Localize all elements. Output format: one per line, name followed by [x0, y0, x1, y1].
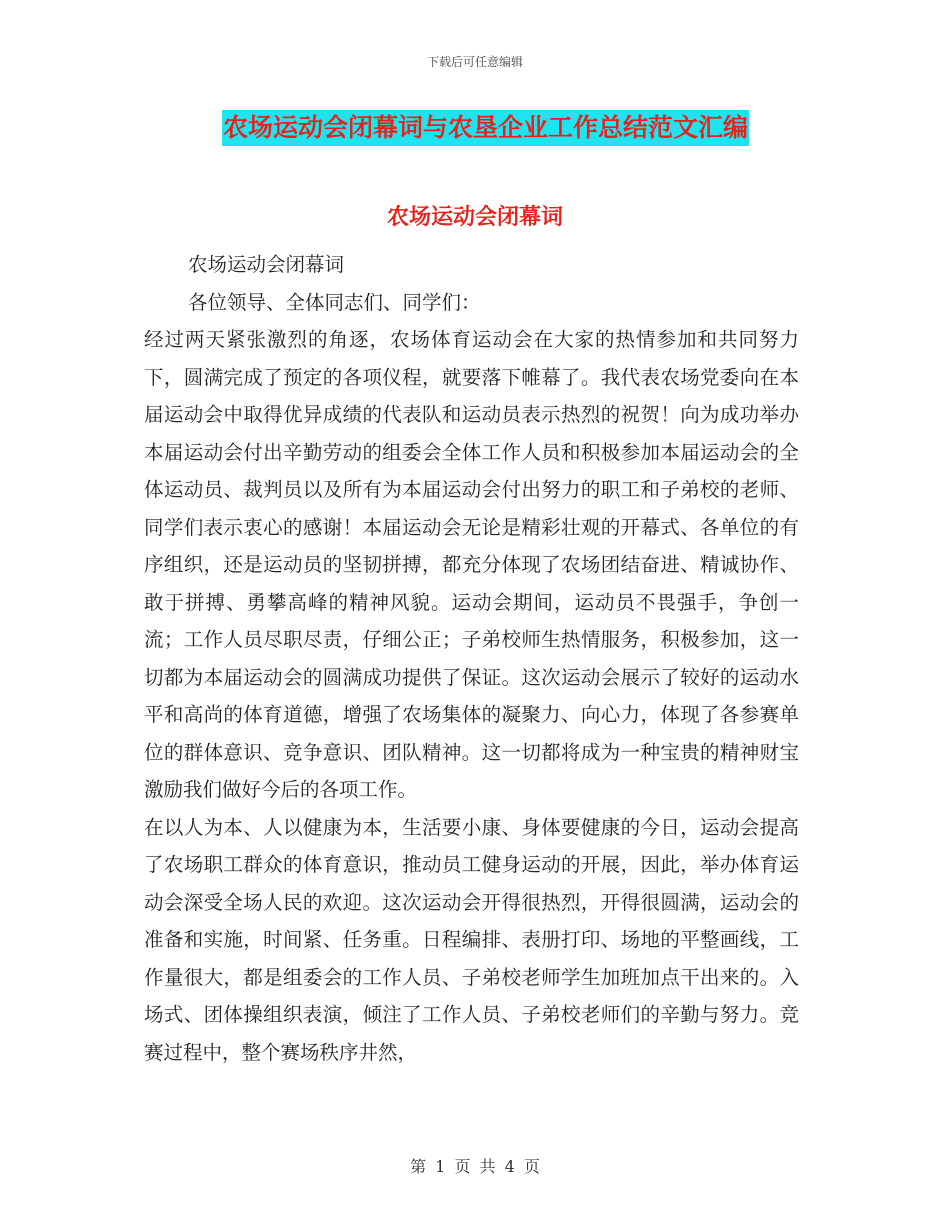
paragraph-body-1: 经过两天紧张激烈的角逐，农场体育运动会在大家的热情参加和共同努力下，圆满完成了预定的各项仪程，就要落下帷幕了。我代表农场党委向在本届运动会中取得优异成绩的代表队和运动员表示热烈的祝贺！向为成功举办本届运动会付出辛勤劳动的组委会全体工作人员和积极参加本届运动会的全体运动员、裁判员以及所有为本届运动会付出努力的职工和子弟校的老师、同学们表示衷心的感谢！本届运动会无论是精彩壮观的开幕式、各单位的有序组织，还是运动员的坚韧拼搏，都充分体现了农场团结奋进、精诚协作、敢于拼搏、勇攀高峰的精神风貌。运动会期间，运动员不畏强手，争创一流；工作人员尽职尽责，仔细公正；子弟校师生热情服务，积极参加，这一切都为本届运动会的圆满成功提供了保证。这次运动会展示了较好的运动水平和高尚的体育道德，增强了农场集体的凝聚力、向心力，体现了各参赛单位的群体意识、竞争意识、团队精神。这一切都将成为一种宝贵的精神财宝激励我们做好今后的各项工作。: [144, 328, 799, 801]
paragraph-heading: 农场运动会闭幕词: [188, 253, 345, 276]
paragraph-salutation: 各位领导、全体同志们、同学们：: [188, 290, 481, 314]
page-number-footer: 第 1 页 共 4 页: [410, 1157, 540, 1176]
paragraph-body-2: 在以人为本、人以健康为本，生活要小康、身体要健康的今日，运动会提高了农场职工群众的体育意识，推动员工健身运动的开展，因此，举办体育运动会深受全场人民的欢迎。这次运动会开得很热烈，开得很圆满，运动会的准备和实施，时间紧、任务重。日程编排、表册打印、场地的平整画线，工作量很大，都是组委会的工作人员、子弟校老师学生加班加点干出来的。入场式、团体操组织表演，倾注了工作人员、子弟校老师们的辛勤与努力。竞赛过程中，整个赛场秩序井然，: [144, 815, 799, 1064]
document-body: [144, 246, 799, 1071]
page-header-note: 下载后可任意编辑: [426, 55, 523, 69]
section-title: 农场运动会闭幕词: [386, 204, 563, 230]
document-title: 农场运动会闭幕词与农垦企业工作总结范文汇编: [222, 110, 749, 146]
